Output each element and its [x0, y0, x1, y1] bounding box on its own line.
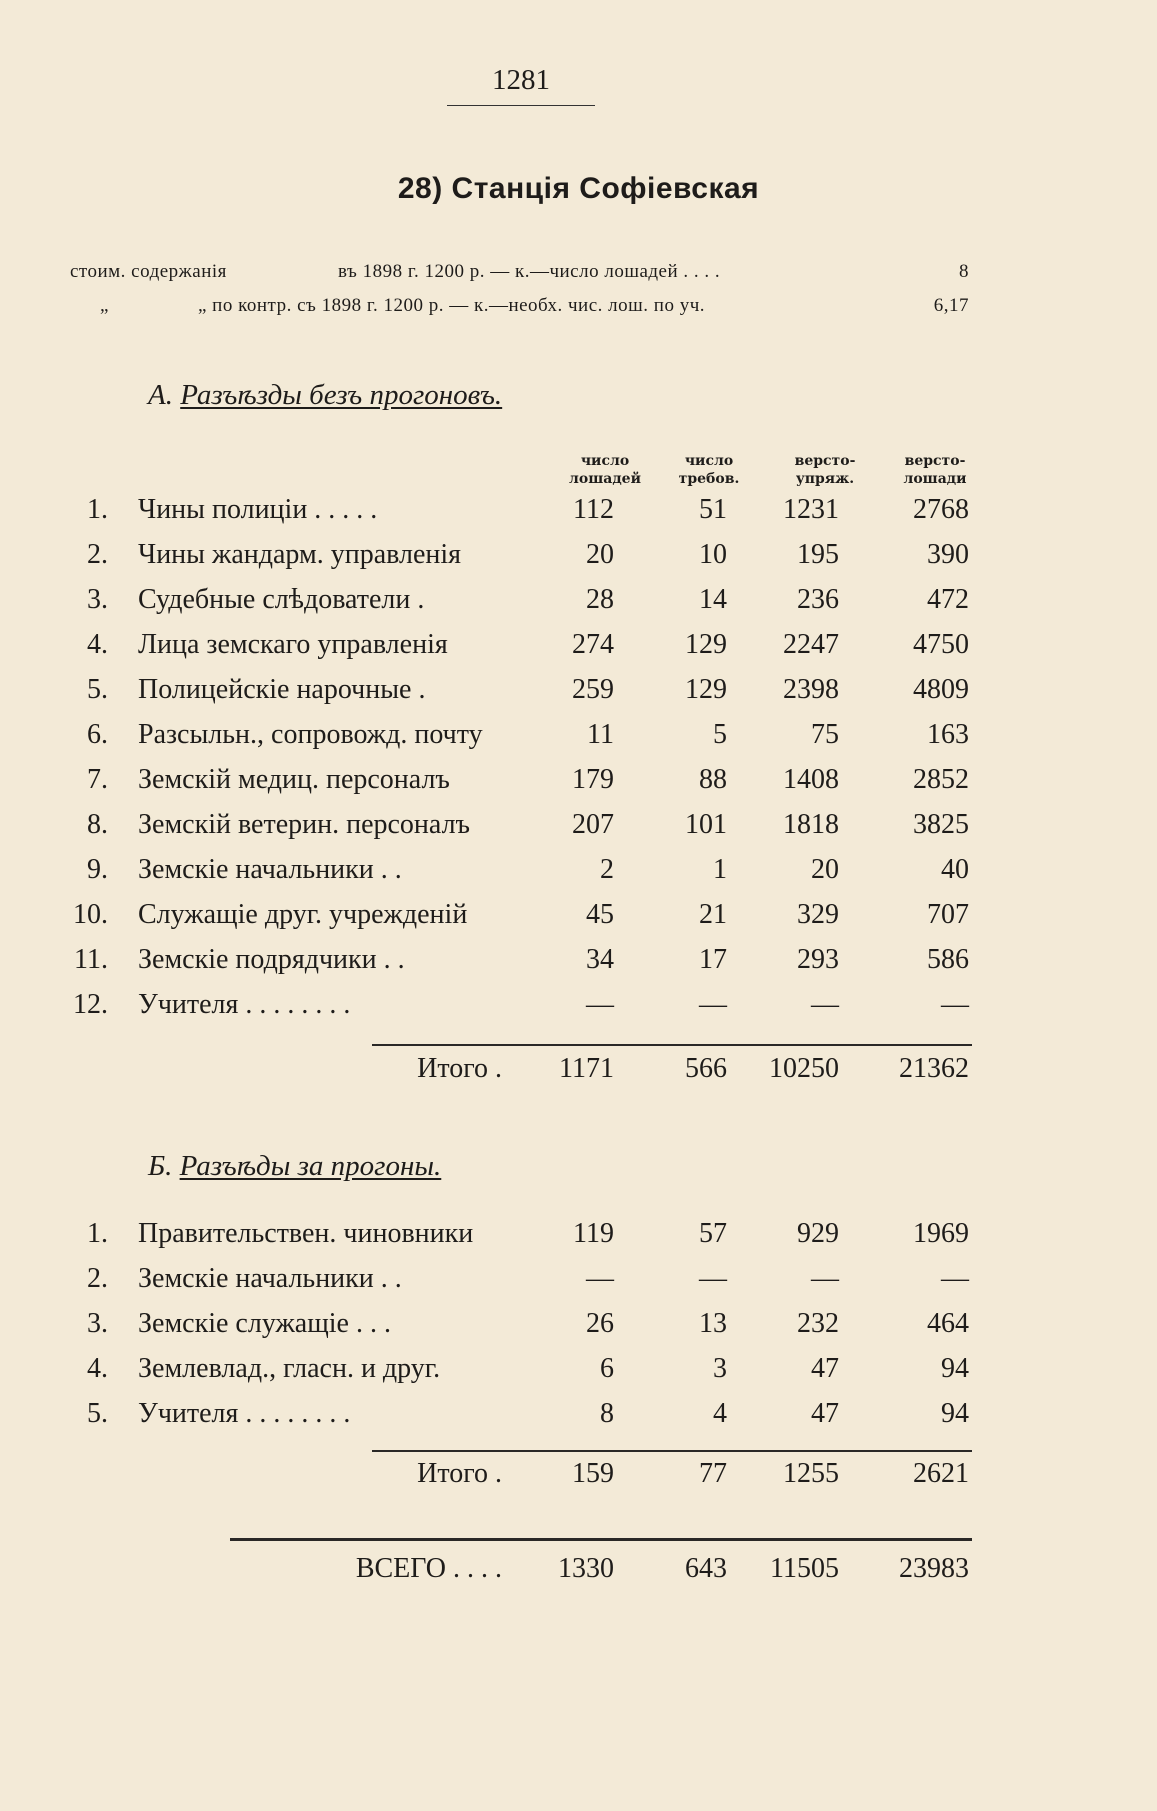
cost-line-2-middle: „ по контр. съ 1898 г. 1200 р. — к.—необх. чис. лош. по уч. — [198, 295, 705, 316]
cell-versts-teams: 236 — [797, 584, 839, 615]
cell-versts-horses: 472 — [927, 584, 969, 615]
section-a-total-label: Итого . — [417, 1053, 502, 1084]
cell-horses: 6 — [600, 1353, 614, 1384]
cell-demands: 129 — [685, 674, 727, 705]
cell-versts-horses: 94 — [941, 1353, 969, 1384]
section-a-title — [148, 379, 502, 412]
cell-demands: — — [699, 989, 727, 1020]
cell-demands: 17 — [699, 944, 727, 975]
table-row — [0, 629, 1157, 673]
section-a-total-rule — [372, 1044, 972, 1046]
cell-horses: 45 — [586, 899, 614, 930]
table-row — [0, 494, 1157, 538]
cell-demands: — — [699, 1263, 727, 1294]
table-row — [0, 1353, 1157, 1397]
section-b-total-rule — [372, 1450, 972, 1452]
row-label: Земскіе служащіе . . . — [138, 1308, 391, 1339]
column-header-line: число — [684, 453, 734, 469]
column-header-horses — [550, 452, 660, 488]
grand-total-label: ВСЕГО . . . . — [355, 1553, 502, 1584]
cell-versts-teams: 1231 — [783, 494, 839, 525]
cell-versts-teams: — — [811, 1263, 839, 1294]
cell-versts-teams: 2247 — [783, 629, 839, 660]
cost-line-1-middle: въ 1898 г. 1200 р. — к.—число лошадей . . . . — [338, 261, 721, 282]
cell-demands: 51 — [699, 494, 727, 525]
grand-total-demands: 643 — [685, 1553, 727, 1584]
cell-horses: 207 — [572, 809, 614, 840]
row-number: 4. — [87, 629, 108, 660]
row-number: 7. — [87, 764, 108, 795]
total-demands: 566 — [685, 1053, 727, 1084]
cell-demands: 57 — [699, 1218, 727, 1249]
row-label: Учителя . . . . . . . . — [138, 989, 351, 1020]
grand-total-row — [0, 1553, 1157, 1597]
row-number: 5. — [87, 674, 108, 705]
cell-horses: 274 — [572, 629, 614, 660]
row-number: 2. — [87, 539, 108, 570]
column-header-line: лошадей — [569, 471, 641, 487]
table-row — [0, 539, 1157, 583]
cell-horses: — — [586, 989, 614, 1020]
table-row — [0, 809, 1157, 853]
cell-versts-teams: 47 — [811, 1353, 839, 1384]
total-versts-teams: 1255 — [783, 1458, 839, 1489]
cell-versts-horses: 3825 — [913, 809, 969, 840]
section-a-heading: Разъѣзды безъ прогоновъ. — [180, 379, 503, 411]
cell-demands: 129 — [685, 629, 727, 660]
cell-horses: 28 — [586, 584, 614, 615]
cell-horses: 8 — [600, 1398, 614, 1429]
grand-total-horses: 1330 — [558, 1553, 614, 1584]
row-number: 12. — [73, 989, 108, 1020]
cell-demands: 5 — [713, 719, 727, 750]
cell-versts-horses: 707 — [927, 899, 969, 930]
table-row — [0, 989, 1157, 1033]
cell-demands: 21 — [699, 899, 727, 930]
column-header-versts-horses — [880, 452, 990, 488]
row-label: Разсыльн., сопровожд. почту — [138, 719, 483, 750]
cell-demands: 1 — [713, 854, 727, 885]
section-b-total-label: Итого . — [417, 1458, 502, 1489]
row-number: 10. — [73, 899, 108, 930]
section-b-title — [148, 1150, 441, 1183]
cell-versts-teams: 2398 — [783, 674, 839, 705]
cell-versts-horses: 390 — [927, 539, 969, 570]
cell-versts-horses: 2768 — [913, 494, 969, 525]
cell-demands: 4 — [713, 1398, 727, 1429]
table-row — [0, 944, 1157, 988]
column-header-line: версто- — [904, 453, 966, 469]
total-horses: 159 — [572, 1458, 614, 1489]
row-number: 3. — [87, 584, 108, 615]
page-number: 1281 — [447, 64, 595, 106]
cell-demands: 88 — [699, 764, 727, 795]
column-header-line: требов. — [678, 471, 740, 487]
table-row — [0, 1218, 1157, 1262]
cell-horses: 20 — [586, 539, 614, 570]
cell-demands: 10 — [699, 539, 727, 570]
cell-horses: 26 — [586, 1308, 614, 1339]
row-number: 5. — [87, 1398, 108, 1429]
table-row — [0, 1308, 1157, 1352]
cell-versts-horses: — — [941, 1263, 969, 1294]
column-header-line: лошади — [903, 471, 967, 487]
cell-horses: 112 — [573, 494, 614, 525]
cell-demands: 14 — [699, 584, 727, 615]
cell-versts-horses: 4750 — [913, 629, 969, 660]
cell-horses: — — [586, 1263, 614, 1294]
total-versts-teams: 10250 — [769, 1053, 839, 1084]
row-number: 1. — [87, 494, 108, 525]
section-a-total-row — [0, 1053, 1157, 1097]
grand-total-versts-horses: 23983 — [899, 1553, 969, 1584]
row-number: 4. — [87, 1353, 108, 1384]
cell-versts-teams: 195 — [797, 539, 839, 570]
row-number: 11. — [74, 944, 108, 975]
section-a-letter: А. — [148, 379, 173, 411]
cell-horses: 11 — [587, 719, 614, 750]
row-number: 8. — [87, 809, 108, 840]
cell-horses: 259 — [572, 674, 614, 705]
cell-versts-teams: 47 — [811, 1398, 839, 1429]
cell-versts-horses: 4809 — [913, 674, 969, 705]
cell-versts-horses: — — [941, 989, 969, 1020]
total-demands: 77 — [699, 1458, 727, 1489]
row-label: Правительствен. чиновники — [138, 1218, 474, 1249]
cell-horses: 119 — [573, 1218, 614, 1249]
table-row — [0, 1398, 1157, 1442]
row-number: 1. — [87, 1218, 108, 1249]
cell-horses: 2 — [600, 854, 614, 885]
cell-versts-teams: 329 — [797, 899, 839, 930]
table-row — [0, 584, 1157, 628]
table-row — [0, 899, 1157, 943]
row-label: Лица земскаго управленія — [138, 629, 448, 660]
cell-horses: 34 — [586, 944, 614, 975]
total-versts-horses: 2621 — [913, 1458, 969, 1489]
cell-versts-horses: 586 — [927, 944, 969, 975]
cell-versts-teams: 929 — [797, 1218, 839, 1249]
section-b-heading: Разъѣды за прогоны. — [179, 1150, 442, 1182]
column-header-line: версто- — [794, 453, 856, 469]
total-horses: 1171 — [559, 1053, 614, 1084]
table-row — [0, 674, 1157, 718]
cell-versts-horses: 1969 — [913, 1218, 969, 1249]
row-number: 3. — [87, 1308, 108, 1339]
row-label: Судебные слѣдователи . — [138, 584, 425, 615]
cell-versts-horses: 40 — [941, 854, 969, 885]
table-row — [0, 1263, 1157, 1307]
table-row — [0, 764, 1157, 808]
cell-versts-horses: 94 — [941, 1398, 969, 1429]
row-label: Земскіе начальники . . — [138, 1263, 402, 1294]
cell-versts-teams: 1408 — [783, 764, 839, 795]
cell-horses: 179 — [572, 764, 614, 795]
table-row — [0, 854, 1157, 898]
cell-versts-teams: 1818 — [783, 809, 839, 840]
row-label: Служащіе друг. учрежденій — [138, 899, 468, 930]
cost-line-1-left: стоим. содержанія — [70, 261, 227, 282]
cell-versts-horses: 464 — [927, 1308, 969, 1339]
row-label: Чины жандарм. управленія — [138, 539, 462, 570]
section-b-letter: Б. — [148, 1150, 173, 1182]
cell-versts-teams: — — [811, 989, 839, 1020]
row-label: Земскій медиц. персоналъ — [138, 764, 450, 795]
row-number: 2. — [87, 1263, 108, 1294]
cell-versts-teams: 20 — [811, 854, 839, 885]
row-label: Земскіе начальники . . — [138, 854, 402, 885]
cell-versts-teams: 293 — [797, 944, 839, 975]
cost-line-2-value: 6,17 — [933, 295, 969, 316]
row-label: Земскій ветерин. персоналъ — [138, 809, 471, 840]
cell-demands: 101 — [685, 809, 727, 840]
column-header-line: число — [580, 453, 630, 469]
cell-versts-horses: 163 — [927, 719, 969, 750]
column-header-versts-teams — [770, 452, 880, 488]
station-title: 28) Станція Софіевская — [397, 172, 760, 205]
cost-line-1-value: 8 — [959, 261, 969, 282]
row-label: Чины полиціи . . . . . — [138, 494, 378, 525]
column-header-demands — [654, 452, 764, 488]
row-label: Учителя . . . . . . . . — [138, 1398, 351, 1429]
cell-versts-teams: 232 — [797, 1308, 839, 1339]
cost-line-2-left: „ — [100, 295, 109, 316]
cell-demands: 13 — [699, 1308, 727, 1339]
row-label: Земскіе подрядчики . . — [138, 944, 405, 975]
column-header-line: упряж. — [795, 471, 855, 487]
grand-total-rule — [230, 1538, 972, 1541]
section-b-total-row — [0, 1458, 1157, 1502]
total-versts-horses: 21362 — [899, 1053, 969, 1084]
row-number: 9. — [87, 854, 108, 885]
table-row — [0, 719, 1157, 763]
cell-demands: 3 — [713, 1353, 727, 1384]
row-number: 6. — [87, 719, 108, 750]
cell-versts-horses: 2852 — [913, 764, 969, 795]
row-label: Землевлад., гласн. и друг. — [138, 1353, 441, 1384]
grand-total-versts-teams: 11505 — [770, 1553, 839, 1584]
cell-versts-teams: 75 — [811, 719, 839, 750]
row-label: Полицейскіе нарочные . — [138, 674, 426, 705]
